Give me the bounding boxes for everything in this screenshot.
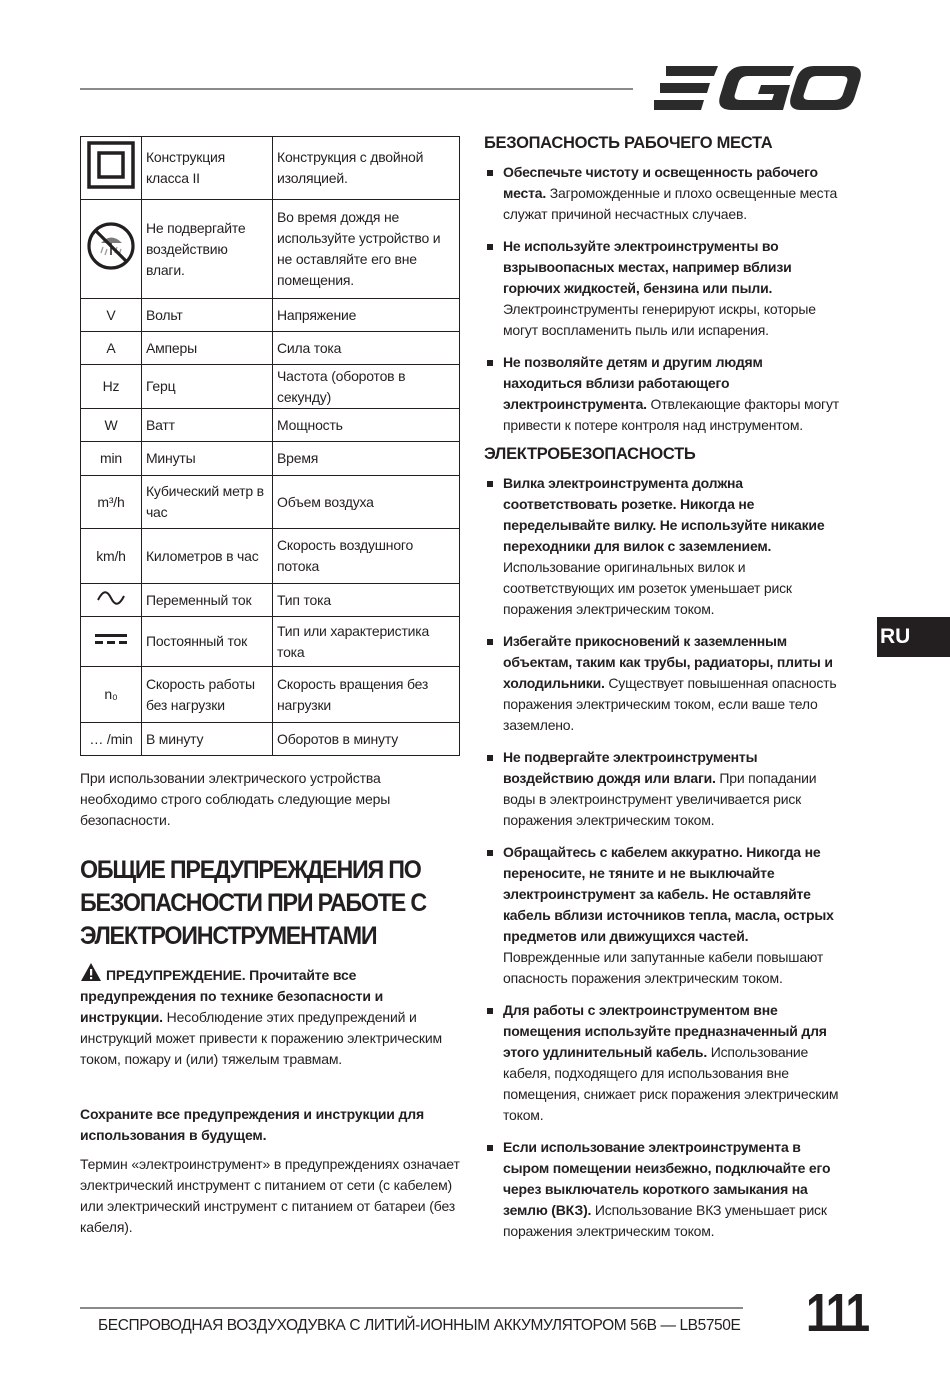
table-row <box>81 667 460 723</box>
list-item <box>484 162 844 225</box>
symbol-cell: A <box>81 332 142 365</box>
name-cell: Ватт <box>141 409 272 442</box>
list-item <box>484 473 844 620</box>
meaning-cell: Объем воздуха <box>273 476 460 529</box>
list-item <box>484 236 844 341</box>
table-row <box>81 299 460 332</box>
name-cell: Герц <box>141 365 272 409</box>
table-row <box>81 584 460 617</box>
ego-logo <box>652 64 862 112</box>
item-text: Использование ВКЗ уменьшает риск поражения электрическим током. <box>503 1202 827 1239</box>
bullet-icon <box>487 755 493 761</box>
save-instructions: Сохраните все предупреждения и инструкции для использования в будущем. <box>80 1106 424 1143</box>
table-row <box>81 137 460 200</box>
name-cell: Минуты <box>141 442 272 476</box>
item-text: При попадании воды в электроинструмент увеличивается риск поражения электрическим током. <box>503 770 817 828</box>
list-item <box>484 842 844 989</box>
footer-title: БЕСПРОВОДНАЯ ВОЗДУХОДУВКА С ЛИТИЙ-ИОННЫМ АККУМУЛЯТОРОМ 56В — LB5750E <box>98 1317 741 1334</box>
table-row <box>81 332 460 365</box>
item-text: Существует повышенная опасность поражения электрическим током, если ваше тело заземлено. <box>503 675 837 733</box>
name-cell: Не подвергайте воздействию влаги. <box>141 200 272 299</box>
warning-paragraph <box>80 962 460 1070</box>
item-text: Загроможденные и плохо освещенные места служат причиной несчастных случаев. <box>503 185 838 222</box>
bullet-icon <box>487 244 493 250</box>
symbols-table <box>80 136 460 756</box>
item-text: Использование оригинальных вилок и соответствующих им розеток уменьшает риск поражения электрическим током. <box>503 559 792 617</box>
meaning-cell: Напряжение <box>273 299 460 332</box>
item-bold-text: Вилка электроинструмента должна соответствовать розетке. Никогда не переделывайте вилку. Не используйте никакие переходники для вилок с заземлением. <box>503 475 825 554</box>
table-row <box>81 442 460 476</box>
table-row <box>81 409 460 442</box>
list-item <box>484 631 844 736</box>
term-definition: Термин «электроинструмент» в предупреждениях означает электрический инструмент с питанием от сети (с кабелем) или электрический инструмент с питанием от батареи (без кабеля). <box>80 1156 460 1235</box>
warning-triangle-icon <box>80 962 102 982</box>
item-text: Отвлекающие факторы могут привести к потере контроля над инструментом. <box>503 396 839 433</box>
bullet-icon <box>487 850 493 856</box>
item-text: Использование кабеля, подходящего для использования вне помещения, снижает риск поражения электрическим током. <box>503 1044 839 1123</box>
alternating-current-icon <box>96 591 126 605</box>
item-bold-text: Не подвергайте электроинструменты воздействию дождя или влаги. <box>503 749 758 786</box>
list-item <box>484 1137 844 1242</box>
name-cell: Амперы <box>141 332 272 365</box>
meaning-cell: Время <box>273 442 460 476</box>
symbol-cell <box>81 200 142 299</box>
meaning-cell: Скорость вращения без нагрузки <box>273 667 460 723</box>
item-bold-text: Избегайте прикосновений к заземленным объектам, таким как трубы, радиаторы, плиты и холодильники. <box>503 633 833 691</box>
table-row <box>81 365 460 409</box>
table-row <box>81 723 460 756</box>
name-cell: Постоянный ток <box>141 617 272 667</box>
meaning-cell: Конструкция с двойной изоляцией. <box>273 137 460 200</box>
name-cell: Вольт <box>141 299 272 332</box>
meaning-cell: Мощность <box>273 409 460 442</box>
item-bold-text: Обращайтесь с кабелем аккуратно. Никогда не переносите, не тяните и не выключайте электроинструмент за кабель. Не оставляйте кабель вблизи источников тепла, масла, острых предметов или движущихся частей. <box>503 844 834 944</box>
table-row <box>81 529 460 584</box>
table-row <box>81 476 460 529</box>
bullet-icon <box>487 481 493 487</box>
direct-current-icon <box>94 632 128 646</box>
name-cell: Скорость работы без нагрузки <box>141 667 272 723</box>
warning-bold-text: ПРЕДУПРЕЖДЕНИЕ. Прочитайте все предупреждения по технике безопасности и инструкции. <box>80 967 384 1025</box>
bullet-icon <box>487 1008 493 1014</box>
symbol-cell: n₀ <box>81 667 142 723</box>
workplace-safety-list <box>484 162 844 447</box>
bullet-icon <box>487 1145 493 1151</box>
meaning-cell: Во время дождя не используйте устройство и не оставляйте его вне помещения. <box>273 200 460 299</box>
electrical-safety-list <box>484 473 844 1253</box>
meaning-cell: Сила тока <box>273 332 460 365</box>
section-title-electrical: ЭЛЕКТРОБЕЗОПАСНОСТЬ <box>484 445 696 463</box>
symbol-cell: … /min <box>81 723 142 756</box>
footer-rule <box>80 1307 743 1309</box>
table-row <box>81 617 460 667</box>
item-bold-text: Для работы с электроинструментом вне помещения используйте предназначенный для этого удлинительный кабель. <box>503 1002 827 1060</box>
list-item <box>484 352 844 436</box>
name-cell: Кубический метр в час <box>141 476 272 529</box>
bullet-icon <box>487 360 493 366</box>
no-rain-icon <box>86 221 136 271</box>
meaning-cell: Частота (оборотов в секунду) <box>273 365 460 409</box>
meaning-cell: Тип или характеристика тока <box>273 617 460 667</box>
item-text: Поврежденные или запутанные кабели повышают опасность поражения электрическим током. <box>503 949 824 986</box>
symbol-cell <box>81 617 142 667</box>
bullet-icon <box>487 170 493 176</box>
item-bold-text: Если использование электроинструмента в сыром помещении неизбежно, подключайте его через выключатель короткого замыкания на землю (ВКЗ). <box>503 1139 831 1218</box>
section-heading: ОБЩИЕ ПРЕДУПРЕЖДЕНИЯ ПО БЕЗОПАСНОСТИ ПРИ РАБОТЕ С ЭЛЕКТРОИНСТРУМЕНТАМИ <box>80 856 426 950</box>
name-cell: Километров в час <box>141 529 272 584</box>
symbol-cell: Hz <box>81 365 142 409</box>
symbol-cell: V <box>81 299 142 332</box>
symbol-cell: m³/h <box>81 476 142 529</box>
symbol-cell: km/h <box>81 529 142 584</box>
item-bold-text: Не позволяйте детям и другим людям находиться вблизи работающего электроинструмента. <box>503 354 763 412</box>
page-number: 111 <box>806 1283 868 1343</box>
meaning-cell: Оборотов в минуту <box>273 723 460 756</box>
meaning-cell: Тип тока <box>273 584 460 617</box>
item-bold-text: Обеспечьте чистоту и освещенность рабочего места. <box>503 164 818 201</box>
symbol-cell: W <box>81 409 142 442</box>
name-cell: Переменный ток <box>141 584 272 617</box>
symbol-cell <box>81 137 142 200</box>
class-ii-icon <box>87 141 135 189</box>
intro-note: При использовании электрического устройства необходимо строго соблюдать следующие меры безопасности. <box>80 770 391 828</box>
name-cell: В минуту <box>141 723 272 756</box>
item-bold-text: Не используйте электроинструменты во взрывоопасных местах, например вблизи горючих жидкостей, бензина или пыли. <box>503 238 792 296</box>
meaning-cell: Скорость воздушного потока <box>273 529 460 584</box>
language-tab: RU <box>877 617 950 657</box>
symbol-cell <box>81 584 142 617</box>
name-cell: Конструкция класса II <box>141 137 272 200</box>
table-row <box>81 200 460 299</box>
header-rule <box>80 88 633 90</box>
item-text: Электроинструменты генерируют искры, которые могут воспламенить пыль или испарения. <box>503 301 816 338</box>
bullet-icon <box>487 639 493 645</box>
symbol-cell: min <box>81 442 142 476</box>
warning-text: Несоблюдение этих предупреждений и инструкций может привести к поражению электрическим током, пожару и (или) тяжелым травмам. <box>80 1009 443 1067</box>
section-title-workplace: БЕЗОПАСНОСТЬ РАБОЧЕГО МЕСТА <box>484 134 773 152</box>
list-item <box>484 747 844 831</box>
list-item <box>484 1000 844 1126</box>
